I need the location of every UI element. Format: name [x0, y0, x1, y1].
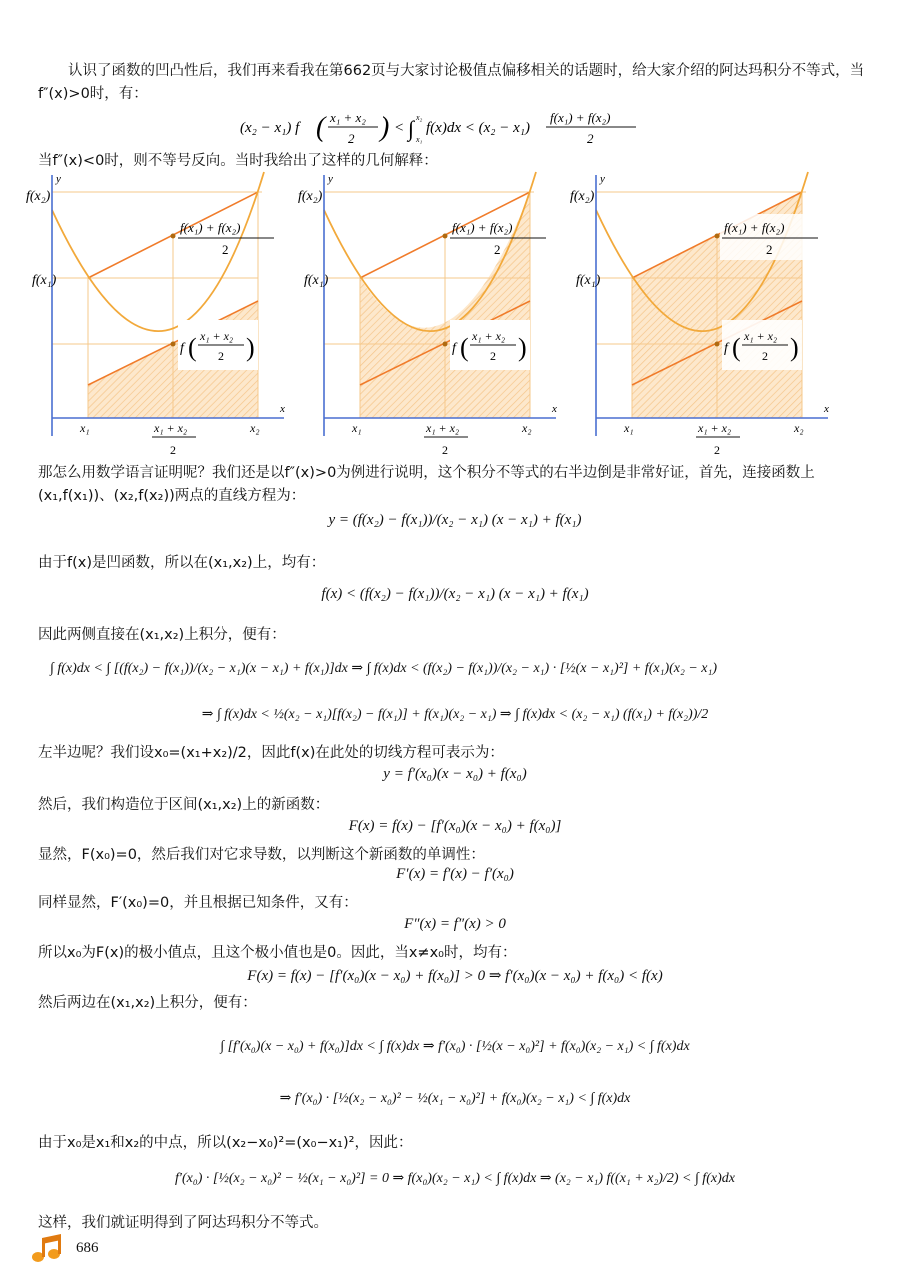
reverse-paragraph: 当f″(x)<0时，则不等号反向。当时我给出了这样的几何解释：: [38, 153, 438, 169]
intro-paragraph: 认识了函数的凹凸性后，我们再来看我在第662页与大家讨论极值点偏移相关的话题时，给大家介绍的阿达玛积分不等式，当f″(x)>0时，有：: [38, 63, 865, 102]
label-mid-x-den: 2: [170, 443, 176, 457]
svg-text:): ): [518, 333, 527, 362]
minimum-paragraph: 所以x₀为F(x)的极小值点，且这个极小值也是0。因此，当x≠x₀时，均有：: [38, 945, 517, 961]
svg-text:x₁ + x₂: x₁ + x₂: [330, 110, 366, 125]
label-mid-x-den: 2: [442, 443, 448, 457]
hadamard-svg: [240, 108, 670, 150]
svg-text:(: (: [316, 112, 326, 143]
midpoint-paragraph: 由于x₀是x₁和x₂的中点，所以(x₂−x₀)²=(x₀−x₁)²，因此：: [38, 1135, 413, 1151]
svg-text:f(x₁) + f(x₂): f(x₁) + f(x₂): [550, 110, 611, 125]
music-note-icon: [30, 1234, 64, 1264]
also-obvious-paragraph: 同样显然，F′(x₀)=0，并且根据已知条件，又有：: [38, 895, 358, 911]
y-axis-label: y: [600, 173, 605, 185]
tangent-integral-1: ∫ [f′(x₀)(x − x₀) + f(x₀)]dx < ∫ f(x)dx ⇒ f′(x₀) · [½(x − x₀)²] + f(x₀)(x₂ − x₁) < ∫ f(x)dx: [220, 1039, 690, 1054]
concave-paragraph: 由于f(x)是凹函数，所以在(x₁,x₂)上，均有：: [38, 555, 326, 571]
label-mid-num: x₁ + x₂: [744, 329, 778, 343]
label-f-prefix: f: [724, 341, 728, 356]
label-avg-den: 2: [494, 242, 501, 257]
line-equation: y = (f(x₂) − f(x₁))/(x₂ − x₁) (x − x₁) + f(x₁): [328, 512, 582, 528]
label-f-x2: f(x₂): [26, 189, 51, 204]
line-inequality: f(x) < (f(x₂) − f(x₁))/(x₂ − x₁) (x − x₁) + f(x₁): [321, 586, 589, 602]
obvious-paragraph: 显然，F(x₀)=0，然后我们对它求导数，以判断这个新函数的单调性：: [38, 847, 485, 863]
svg-text:): ): [246, 333, 255, 362]
x-axis-label: x: [552, 403, 557, 415]
label-f-x2: f(x₂): [570, 189, 595, 204]
hadamard-equation: [30, 108, 880, 155]
label-x1: x₁: [80, 421, 90, 435]
svg-text:x₁: x₁: [416, 135, 423, 144]
label-mid-x-num: x₁ + x₂: [698, 421, 732, 435]
label-avg-den: 2: [222, 242, 229, 257]
x-axis-label: x: [280, 403, 285, 415]
label-f-prefix: f: [180, 341, 184, 356]
svg-text:f(x)dx < (x₂ − x₁): f(x)dx < (x₂ − x₁): [426, 120, 530, 136]
figure-svg-1: [22, 170, 294, 460]
construct-paragraph: 然后，我们构造位于区间(x₁,x₂)上的新函数：: [38, 797, 330, 813]
label-f-prefix: f: [452, 341, 456, 356]
label-x2: x₂: [522, 421, 532, 435]
x-axis-label: x: [824, 403, 829, 415]
new-function-equation: F(x) = f(x) − [f′(x₀)(x − x₀) + f(x₀)]: [348, 818, 562, 834]
both-sides-paragraph: 然后两边在(x₁,x₂)上积分，便有：: [38, 995, 257, 1011]
figure-panel-3: [566, 170, 838, 464]
label-x2: x₂: [250, 421, 260, 435]
positivity-equation: F(x) = f(x) − [f′(x₀)(x − x₀) + f(x₀)] > 0 ⇒ f′(x₀)(x − x₀) + f(x₀) < f(x): [247, 968, 663, 984]
label-avg-den: 2: [766, 242, 773, 257]
svg-text:(: (: [460, 333, 469, 362]
second-derivative-equation: F″(x) = f″(x) > 0: [404, 916, 506, 932]
tangent-integral-2: ⇒ f′(x₀) · [½(x₂ − x₀)² − ½(x₁ − x₀)²] + f(x₀)(x₂ − x₁) < ∫ f(x)dx: [279, 1091, 631, 1106]
label-f-x1: f(x₁): [32, 273, 57, 288]
label-mid-den: 2: [218, 349, 224, 363]
label-avg-num: f(x₁) + f(x₂): [724, 220, 785, 235]
label-avg-num: f(x₁) + f(x₂): [180, 220, 241, 235]
label-mid-num: x₁ + x₂: [472, 329, 506, 343]
label-mid-x-den: 2: [714, 443, 720, 457]
figure-svg-3: [566, 170, 838, 460]
final-equation: f′(x₀) · [½(x₂ − x₀)² − ½(x₁ − x₀)²] = 0 ⇒ f(x₀)(x₂ − x₁) < ∫ f(x)dx ⇒ (x₂ − x₁) f((x₁ + x₂)/2) < ∫ f(x)dx: [175, 1171, 735, 1186]
y-axis-label: y: [56, 173, 61, 185]
label-mid-num: x₁ + x₂: [200, 329, 234, 343]
svg-text:): ): [790, 333, 799, 362]
label-f-x1: f(x₁): [304, 273, 329, 288]
svg-text:2: 2: [587, 131, 594, 146]
label-x2: x₂: [794, 421, 804, 435]
label-mid-x-num: x₁ + x₂: [154, 421, 188, 435]
svg-text:(: (: [188, 333, 197, 362]
conclusion-paragraph: 这样，我们就证明得到了阿达玛积分不等式。: [38, 1215, 328, 1231]
figure-panel-1: [22, 170, 294, 464]
svg-text:x₂: x₂: [416, 113, 423, 122]
svg-text:(x₂ − x₁) f: (x₂ − x₁) f: [240, 120, 300, 136]
integral-step-2: ⇒ ∫ f(x)dx < ½(x₂ − x₁)[f(x₂) − f(x₁)] + f(x₁)(x₂ − x₁) ⇒ ∫ f(x)dx < (x₂ − x₁) (f(x₁) + f(x₂))/2: [201, 707, 709, 722]
label-mid-x-num: x₁ + x₂: [426, 421, 460, 435]
svg-text:<: <: [394, 120, 405, 136]
label-x1: x₁: [352, 421, 362, 435]
y-axis-label: y: [328, 173, 333, 185]
svg-text:(: (: [732, 333, 741, 362]
label-mid-den: 2: [490, 349, 496, 363]
integrate-paragraph: 因此两侧直接在(x₁,x₂)上积分，便有：: [38, 627, 286, 643]
label-f-x2: f(x₂): [298, 189, 323, 204]
label-x1: x₁: [624, 421, 634, 435]
label-f-x1: f(x₁): [576, 273, 601, 288]
how-prove-paragraph: 那怎么用数学语言证明呢？我们还是以f″(x)>0为例进行说明，这个积分不等式的右半边倒是非常好证，首先，连接函数上(x₁,f(x₁))、(x₂,f(x₂))两点的直线方程为：: [38, 465, 815, 504]
label-avg-num: f(x₁) + f(x₂): [452, 220, 513, 235]
page-number: 686: [76, 1240, 99, 1256]
figure-svg-2: [294, 170, 566, 460]
svg-text:∫: ∫: [408, 116, 415, 141]
label-mid-den: 2: [762, 349, 768, 363]
integral-step-1: ∫ f(x)dx < ∫ [(f(x₂) − f(x₁))/(x₂ − x₁)(x − x₁) + f(x₁)]dx ⇒ ∫ f(x)dx < (f(x₂) − f(x₁))/(x₂ − x₁) · [½(x − x₁)²] + f(x₁)(x₂ − x₁): [50, 661, 718, 676]
derivative-equation: F′(x) = f′(x) − f′(x₀): [396, 866, 514, 882]
left-half-paragraph: 左半边呢？我们设x₀=(x₁+x₂)/2，因此f(x)在此处的切线方程可表示为：: [38, 745, 504, 761]
tangent-equation: y = f′(x₀)(x − x₀) + f(x₀): [383, 766, 527, 782]
svg-text:2: 2: [348, 131, 355, 146]
svg-text:): ): [380, 112, 390, 143]
figure-panel-2: [294, 170, 566, 464]
